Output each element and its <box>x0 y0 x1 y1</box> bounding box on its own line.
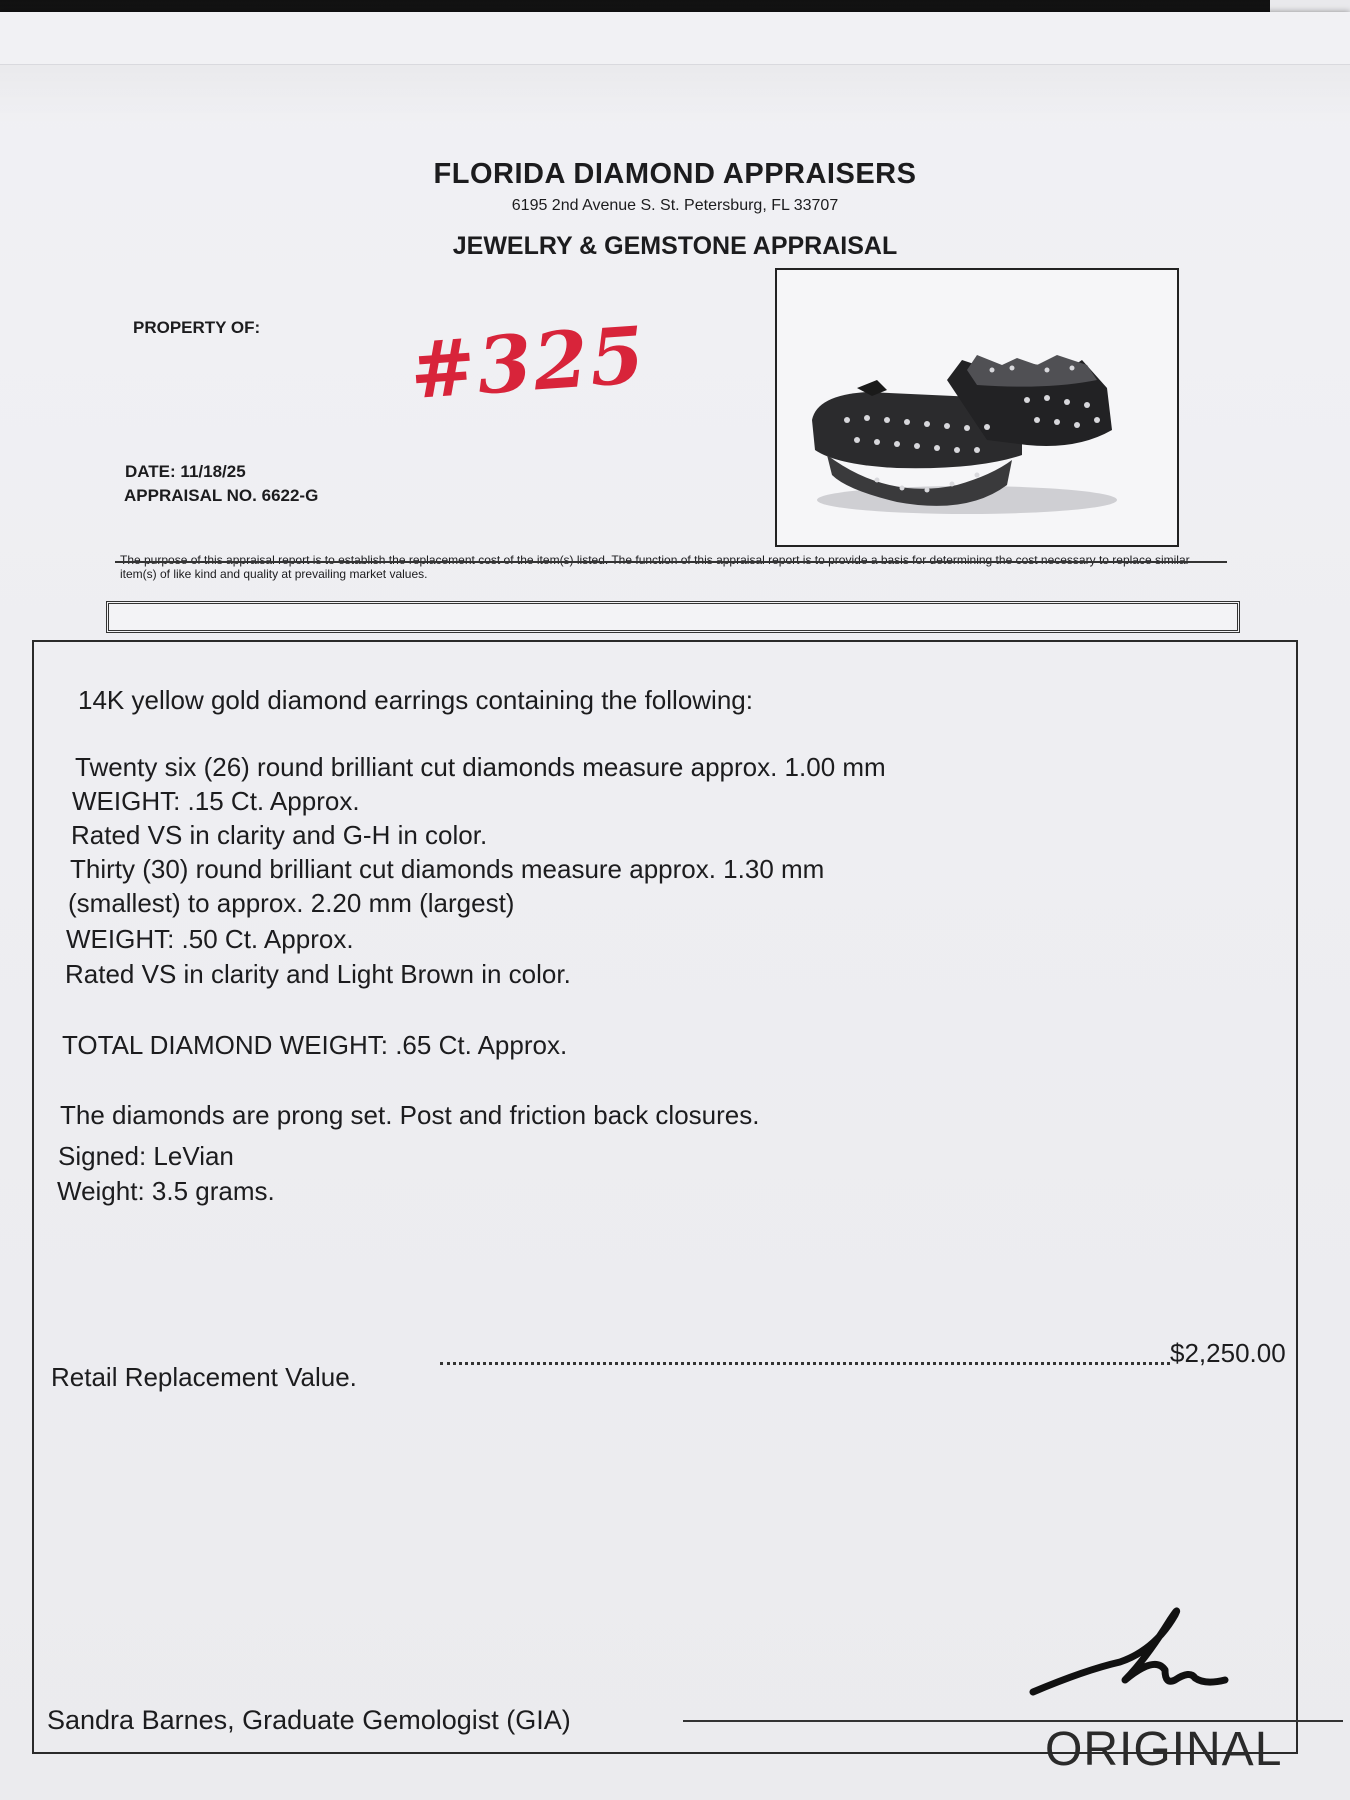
purpose-statement: The purpose of this appraisal report is to establish the replacement cost of the item(s) listed. The function of this appraisal report is to provide a basis for determining the cost necessary to replace similar item(s) of like kind and quality at prevailing market values. <box>120 553 1190 581</box>
description-line: Twenty six (26) round brilliant cut diamonds measure approx. 1.00 mm <box>75 752 886 782</box>
description-line: Rated VS in clarity and Light Brown in color. <box>65 959 571 989</box>
earrings-image <box>777 270 1177 545</box>
paper-fold <box>0 64 1350 125</box>
date-row <box>125 462 246 482</box>
date-value: 11/18/25 <box>180 462 246 481</box>
earrings-photo <box>775 268 1179 547</box>
signature-icon <box>1025 1600 1235 1710</box>
divider <box>115 561 1227 563</box>
appraiser-name: Sandra Barnes, Graduate Gemologist (GIA) <box>47 1705 571 1735</box>
report-title: JEWELRY & GEMSTONE APPRAISAL <box>452 232 898 260</box>
appraisal-number-label: APPRAISAL NO. <box>124 486 257 505</box>
description-line: WEIGHT: .50 Ct. Approx. <box>66 924 354 954</box>
date-label: DATE: <box>125 462 176 481</box>
original-stamp: ORIGINAL <box>1045 1723 1283 1776</box>
total-weight: TOTAL DIAMOND WEIGHT: .65 Ct. Approx. <box>62 1030 568 1060</box>
detail-line: Weight: 3.5 grams. <box>57 1176 275 1206</box>
double-border-banner <box>106 601 1240 633</box>
description-line: Rated VS in clarity and G-H in color. <box>71 820 488 850</box>
item-heading: 14K yellow gold diamond earrings containing the following: <box>78 685 753 715</box>
detail-line: Signed: LeVian <box>58 1141 234 1171</box>
detail-line: The diamonds are prong set. Post and friction back closures. <box>60 1100 760 1130</box>
description-line: WEIGHT: .15 Ct. Approx. <box>72 786 360 816</box>
retail-value: $2,250.00 <box>1170 1338 1286 1368</box>
appraisal-number-row <box>124 486 318 506</box>
retail-value-label: Retail Replacement Value. <box>51 1362 357 1392</box>
description-line: Thirty (30) round brilliant cut diamonds measure approx. 1.30 mm <box>70 854 825 884</box>
handwritten-number: #325 <box>407 309 650 418</box>
appraisal-number-value: 6622-G <box>261 486 319 505</box>
property-label: PROPERTY OF: <box>133 318 261 337</box>
leader-dots <box>440 1362 1170 1365</box>
description-line: (smallest) to approx. 2.20 mm (largest) <box>68 888 515 918</box>
company-name: FLORIDA DIAMOND APPRAISERS <box>433 158 917 190</box>
company-address: 6195 2nd Avenue S. St. Petersburg, FL 33707 <box>511 197 839 214</box>
